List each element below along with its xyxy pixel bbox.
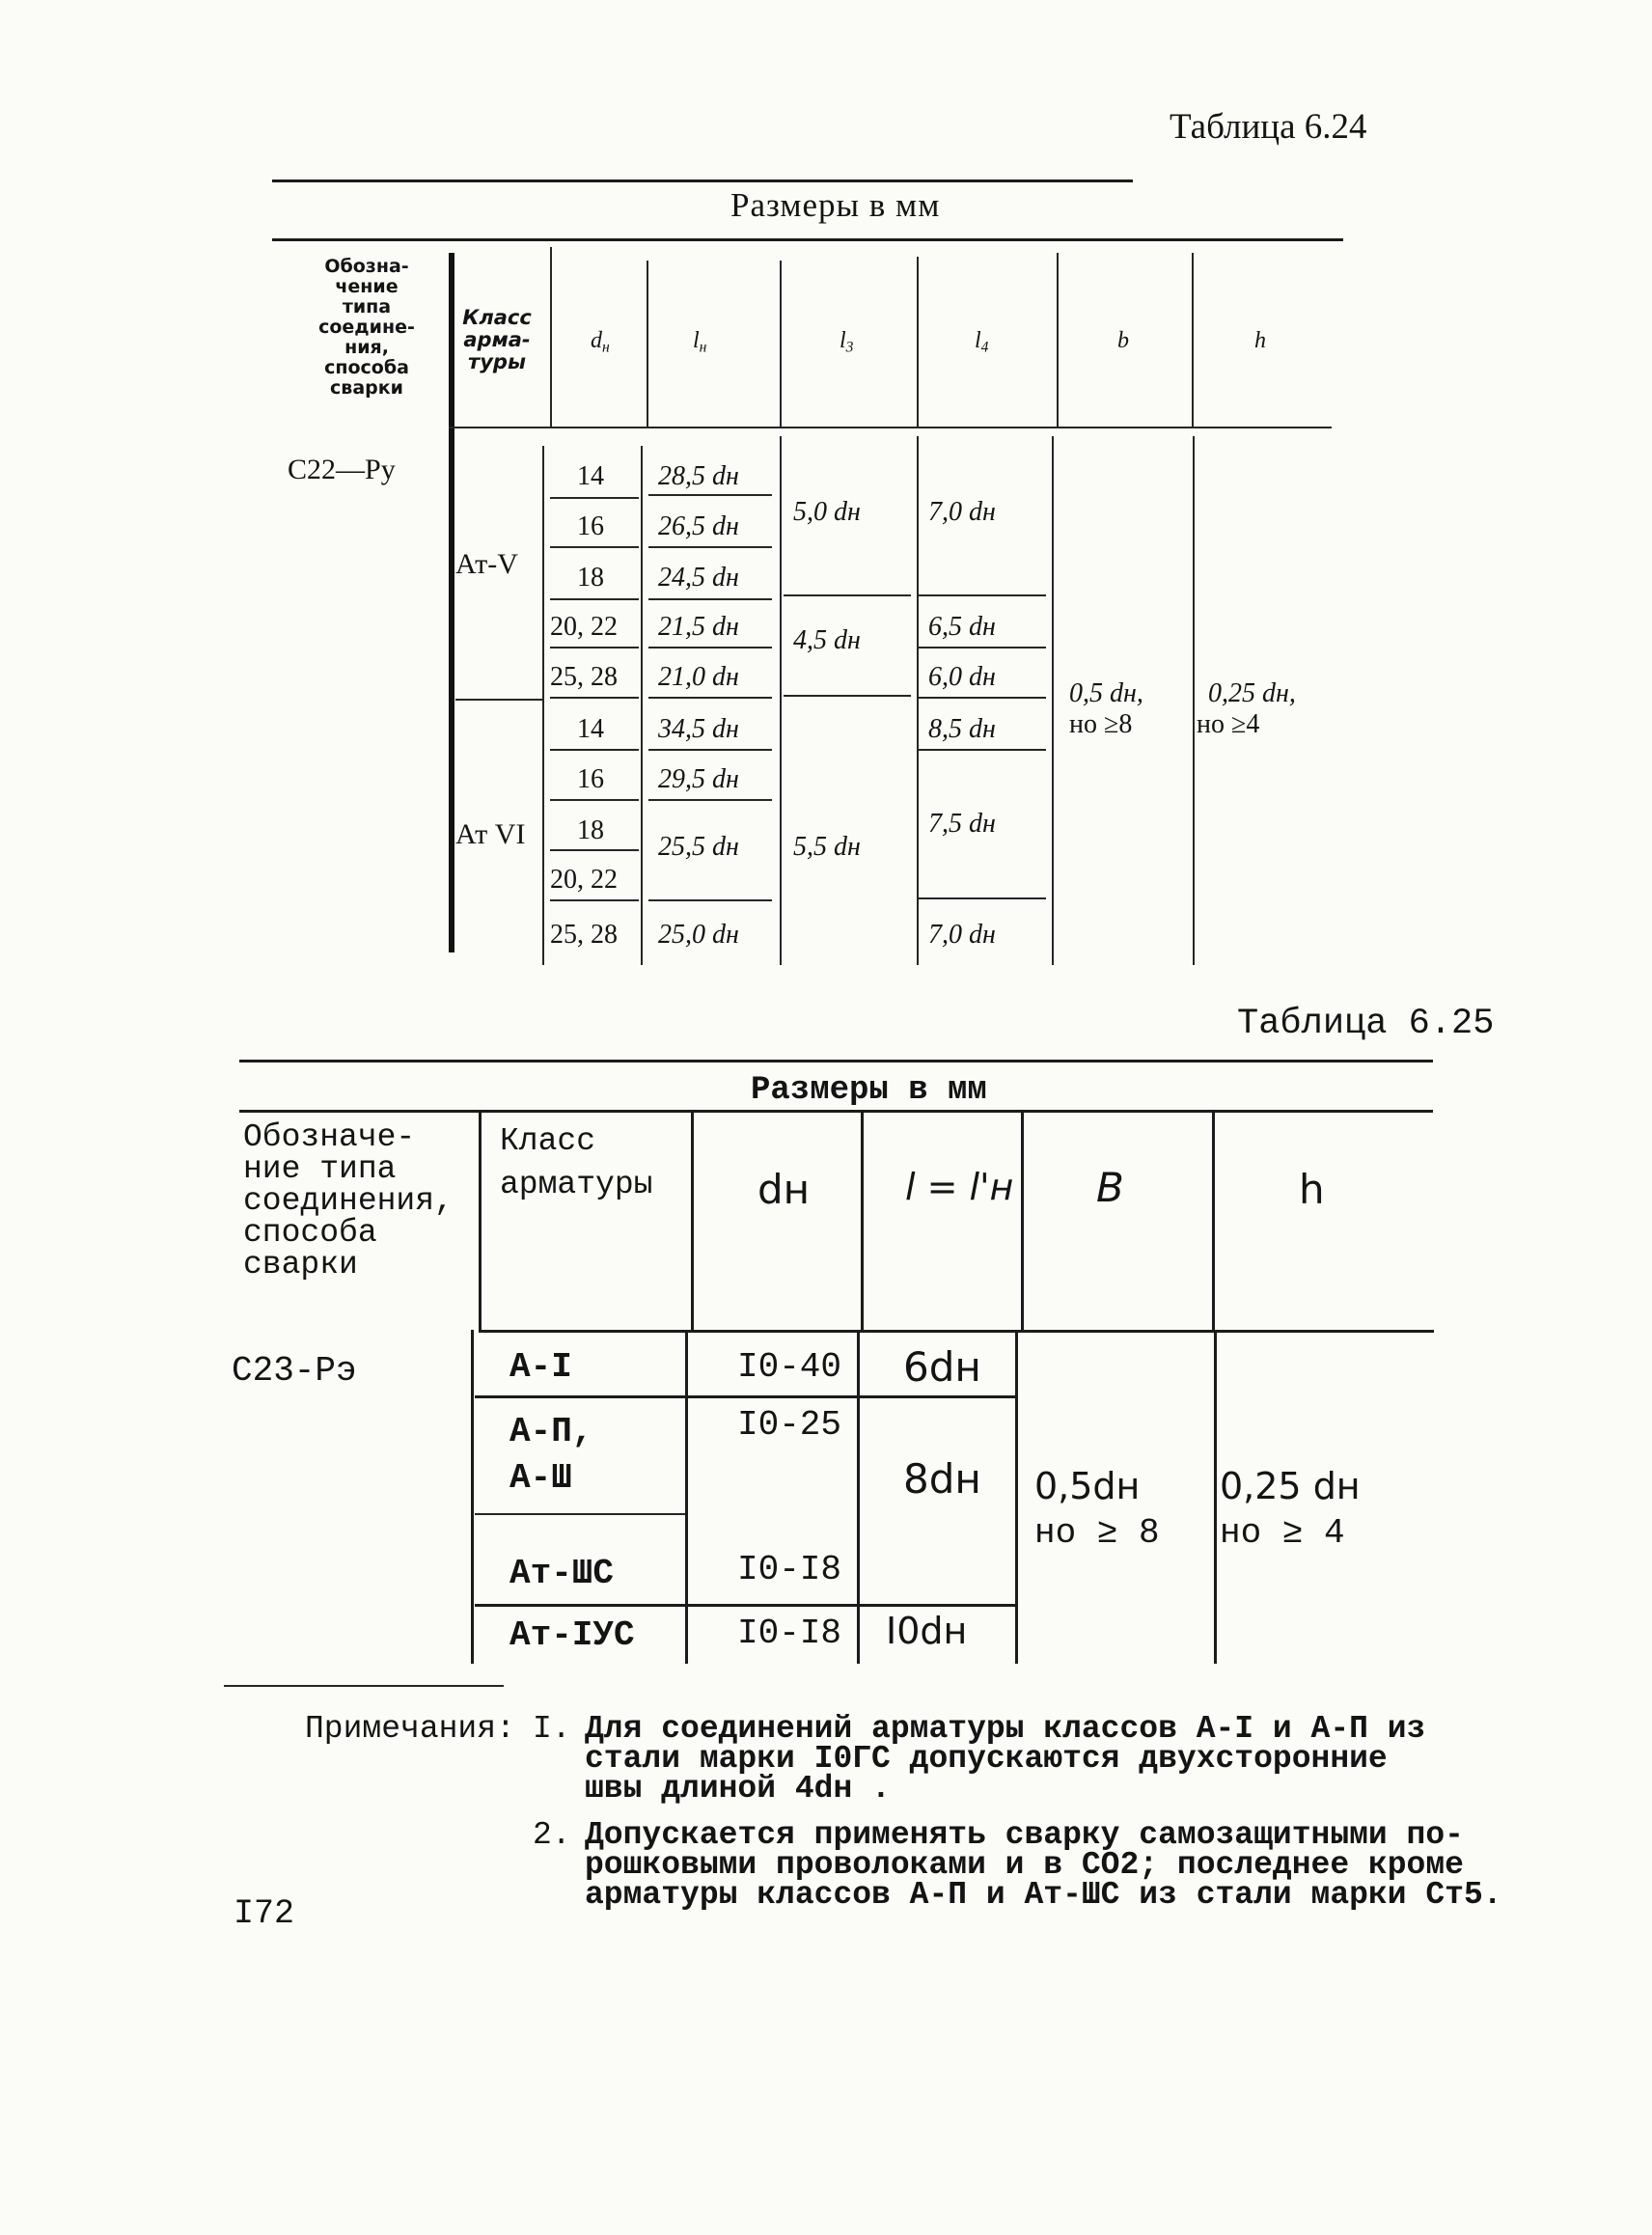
- footnote-rule: [224, 1685, 504, 1687]
- table-6-24-ln-rule: [648, 749, 772, 751]
- table-6-25-divider-class: [479, 1110, 482, 1332]
- table-6-25-header-class: Класс арматуры: [500, 1123, 653, 1202]
- table-6-25-row-rule: [475, 1604, 1017, 1607]
- table-6-24-divider-b-head: [1057, 253, 1059, 428]
- table-6-24-caption: Таблица 6.24: [1170, 107, 1367, 147]
- table-6-24-ln-rule: [648, 899, 772, 901]
- table-6-24-l4-rule: [919, 749, 1046, 751]
- note-text: Для соединений арматуры классов А-I и А-П из стали марки I0ГС допускаются двухсторонние швы длиной 4dн .: [585, 1711, 1426, 1807]
- table-6-25-row-class: Ат-ШС: [509, 1554, 615, 1593]
- table-6-24-ln-cell: 26,5 dн: [658, 511, 739, 541]
- table-6-24-header-l4: $l_4$: [975, 328, 989, 356]
- table-6-24-header-class: Класс арма- туры: [462, 306, 532, 373]
- table-6-24-h-value: 0,25 dн, но ≥4: [1197, 678, 1296, 739]
- table-6-25-divider-dn-body: [685, 1330, 688, 1664]
- table-6-25-row-class: А-I: [509, 1347, 572, 1387]
- table-6-24-designation: C22—Ру: [288, 454, 396, 485]
- table-6-24-b-value: 0,5 dн, но ≥8: [1069, 678, 1143, 739]
- table-6-24-dn-rule: [550, 697, 639, 699]
- table-6-24-dn-cell: 25, 28: [550, 662, 618, 692]
- table-6-24-l4-rule: [919, 647, 1046, 648]
- table-6-24-divider-dn: [542, 446, 544, 965]
- table-6-24-header-bottom-rule: [449, 427, 1332, 428]
- table-6-25-header-h: h: [1299, 1166, 1325, 1213]
- table-6-25-divider-dn: [691, 1110, 694, 1332]
- table-6-24-divider-ln: [641, 446, 643, 965]
- table-6-24-divider-h-head: [1192, 253, 1194, 428]
- table-6-25-row-class: Ат-IУС: [509, 1615, 635, 1655]
- table-6-25-caption: Таблица 6.25: [1237, 1004, 1495, 1044]
- table-6-24-l4-cell: 8,5 dн: [928, 714, 996, 744]
- table-6-24-units: Размеры в мм: [730, 186, 941, 224]
- table-6-24-l4-rule: [919, 897, 1046, 899]
- table-6-25-top-rule: [239, 1060, 1433, 1062]
- table-6-24-divider-l4: [917, 436, 919, 965]
- table-6-24-divider-l4-head: [917, 257, 919, 428]
- table-6-24-dn-cell: 14: [577, 714, 604, 744]
- table-6-25-header-rule: [239, 1110, 1433, 1113]
- table-6-25-divider-class-body: [471, 1330, 474, 1664]
- table-6-24-ln-cell: 34,5 dн: [658, 714, 739, 744]
- table-6-24-ln-cell: 29,5 dн: [658, 764, 739, 794]
- table-6-25-row-rule: [475, 1395, 1017, 1398]
- table-6-24-header-rule: [272, 238, 1343, 241]
- table-6-24-dn-cell: 20, 22: [550, 865, 618, 895]
- table-6-24-l4-cell: 6,0 dн: [928, 662, 996, 692]
- table-6-25-divider-h-body: [1214, 1330, 1217, 1664]
- table-6-25-row-dn: I0-40: [737, 1347, 842, 1387]
- table-6-24-ln-rule: [648, 799, 772, 801]
- table-6-25-designation: C23-Рэ: [232, 1351, 357, 1391]
- page-number: I72: [234, 1894, 295, 1933]
- table-6-24-header-ln: $l_н$: [693, 328, 707, 356]
- notes-label: Примечания:: [305, 1711, 515, 1747]
- table-6-24-header-b: b: [1117, 328, 1129, 353]
- table-6-25-row-dn: I0-25: [737, 1405, 842, 1445]
- table-6-24-ln-cell: 28,5 dн: [658, 461, 739, 491]
- note-text: Допускается применять сварку самозащитными по- рошковыми проволоками и в СО2; последнее кроме арматуры классов А-П и Ат-ШС из стали марки Ст5.: [585, 1817, 1502, 1913]
- table-6-24-dn-cell: 20, 22: [550, 612, 618, 642]
- table-6-25-row-l: 8dн: [903, 1455, 981, 1503]
- table-6-24-l3-rule: [784, 695, 911, 697]
- table-6-24-dn-cell: 16: [577, 764, 604, 794]
- table-6-24-ln-rule: [648, 697, 772, 699]
- table-6-24-l4-rule: [919, 594, 1046, 596]
- table-6-24-l4-cell: 7,0 dн: [928, 497, 996, 527]
- table-6-24-dn-rule: [550, 899, 639, 901]
- table-6-24-dn-rule: [550, 647, 639, 648]
- table-6-24-l3-cell: 4,5 dн: [793, 625, 861, 655]
- table-6-25-header-b: B: [1096, 1164, 1124, 1211]
- table-6-25-header-bottom-rule: [479, 1330, 1434, 1333]
- table-6-25-divider-b: [1021, 1110, 1024, 1332]
- table-6-24-class-atv: Ат-V: [455, 548, 518, 580]
- table-6-25-row-class: А-П, А-Ш: [509, 1412, 593, 1498]
- table-6-24-ln-rule: [648, 647, 772, 648]
- table-6-24-ln-cell: 24,5 dн: [658, 563, 739, 593]
- table-6-24-l4-cell: 6,5 dн: [928, 612, 996, 642]
- table-6-24-dn-rule: [550, 598, 639, 600]
- table-6-24-dn-rule: [550, 799, 639, 801]
- table-6-25-row-dn: I0-I8: [737, 1550, 842, 1589]
- table-6-24-class-separator: [455, 699, 544, 701]
- table-6-24-l3-rule: [784, 594, 911, 596]
- table-6-24-ln-rule: [648, 598, 772, 600]
- table-6-25-row-rule: [475, 1513, 685, 1515]
- table-6-24-dn-rule: [550, 546, 639, 548]
- table-6-24-ln-cell: 21,0 dн: [658, 662, 739, 692]
- table-6-24-divider-l3: [780, 436, 782, 965]
- table-6-25-header-l: l = l'н: [905, 1166, 1014, 1208]
- table-6-25-divider-l: [861, 1110, 864, 1332]
- table-6-24-l3-cell: 5,0 dн: [793, 497, 861, 527]
- table-6-24-ln-cell: 25,5 dн: [658, 832, 739, 862]
- table-6-24-header-dn: $d_н$: [591, 328, 610, 356]
- table-6-25-divider-h: [1212, 1110, 1215, 1332]
- table-6-24-header-designation: Обозна- чение типа соедине- ния, способа сварки: [318, 256, 415, 399]
- table-6-24-l4-cell: 7,5 dн: [928, 809, 996, 839]
- table-6-25-header-dn: dн: [757, 1166, 811, 1213]
- table-6-25-h-value: 0,25 dн но ≥ 4: [1220, 1465, 1361, 1553]
- table-6-25-row-l: I0dн: [886, 1610, 968, 1652]
- table-6-25-units: Размеры в мм: [751, 1072, 987, 1109]
- table-6-24-ln-rule: [648, 546, 772, 548]
- table-6-24-ln-cell: 21,5 dн: [658, 612, 739, 642]
- table-6-24-ln-cell: 25,0 dн: [658, 920, 739, 950]
- table-6-24-header-l3: $l_3$: [840, 328, 854, 356]
- table-6-24-dn-cell: 14: [577, 461, 604, 491]
- table-6-24-ln-rule: [648, 494, 772, 496]
- table-6-25-row-dn: I0-I8: [737, 1614, 842, 1653]
- table-6-24-divider-ln-head: [647, 261, 648, 428]
- table-6-24-l4-rule: [919, 697, 1046, 699]
- table-6-24-dn-cell: 16: [577, 511, 604, 541]
- table-6-25-row-l: 6dн: [903, 1343, 981, 1391]
- table-6-24-dn-cell: 25, 28: [550, 920, 618, 950]
- table-6-24-divider-h: [1193, 436, 1195, 965]
- note-number: 2.: [533, 1817, 571, 1853]
- table-6-25-b-value: 0,5dн но ≥ 8: [1034, 1465, 1160, 1553]
- table-6-24-class-atvi: Ат VI: [455, 818, 526, 850]
- table-6-24-dn-cell: 18: [577, 815, 604, 845]
- table-6-25-header-designation: Обозначе- ние типа соединения, способа сварки: [243, 1119, 454, 1283]
- table-6-24-divider-dn-head: [550, 247, 552, 428]
- table-6-24-dn-rule: [550, 497, 639, 499]
- table-6-24-divider-l3-head: [780, 261, 782, 428]
- table-6-24-l3-cell: 5,5 dн: [793, 832, 861, 862]
- table-6-24-header-h: h: [1254, 328, 1266, 353]
- table-6-24-dn-cell: 18: [577, 563, 604, 593]
- table-6-25-divider-l-body: [857, 1330, 860, 1664]
- table-6-24-dn-rule: [550, 749, 639, 751]
- note-number: I.: [533, 1711, 571, 1747]
- table-6-24-dn-rule: [550, 849, 639, 851]
- table-6-24-top-rule: [272, 179, 1133, 182]
- table-6-25-divider-b-body: [1015, 1330, 1018, 1664]
- table-6-24-l4-cell: 7,0 dн: [928, 920, 996, 950]
- table-6-24-divider-class: [449, 253, 454, 952]
- table-6-24-divider-b: [1052, 436, 1054, 965]
